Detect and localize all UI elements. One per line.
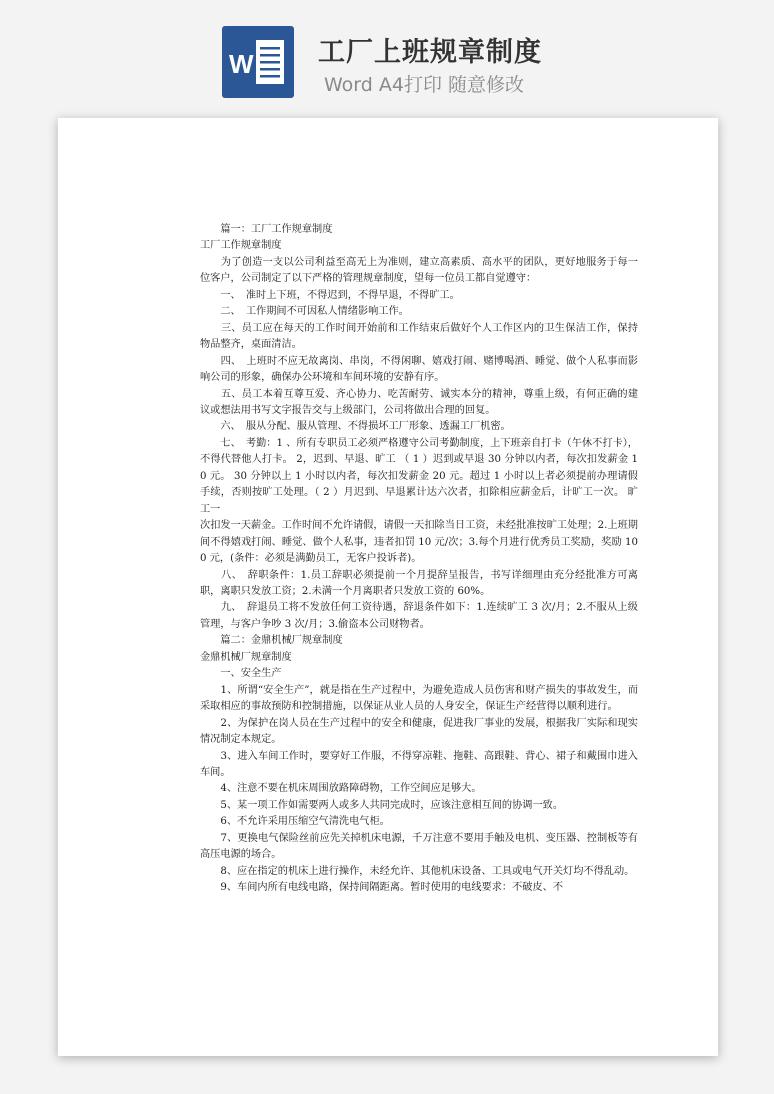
paragraph: 四、 上班时不应无故离岗、串岗，不得闲聊、嬉戏打闹、赌博喝酒、睡觉、做个人私事而影响公司的形象，确保办公环境和车间环境的安静有序。 bbox=[200, 355, 638, 384]
paragraph: 3、进入车间工作时，要穿好工作服，不得穿凉鞋、拖鞋、高跟鞋、背心、裙子和戴围巾进入车间。 bbox=[200, 750, 638, 778]
header bbox=[0, 0, 774, 110]
paragraph: 6、不允许采用压缩空气清洗电气柜。 bbox=[200, 816, 390, 828]
paragraph: 1、所谓“安全生产”，就是指在生产过程中，为避免造成人员伤害和财产损失的事故发生，而采取相应的事故预防和控制措施，以保证从业人员的人身安全，保证生产经营得以顺利进行。 bbox=[200, 684, 638, 713]
paragraph: 三、员工应在每天的工作时间开始前和工作结束后做好个人工作区内的卫生保洁工作，保持物品整齐，桌面清洁。 bbox=[200, 322, 638, 351]
paragraph: 五、员工本着互尊互爱、齐心协力、吃苦耐劳、诚实本分的精神，尊重上级，有何正确的建议或想法用书写文字报告交与上级部门，公司将做出合理的回复。 bbox=[200, 388, 638, 416]
paragraph: 2、为保护在岗人员在生产过程中的安全和健康，促进我厂事业的发展，根据我厂实际和现实情况制定本规定。 bbox=[200, 717, 638, 746]
document-body bbox=[200, 222, 638, 897]
page-subtitle: Word A4打印 随意修改 bbox=[324, 74, 525, 96]
paragraph: 八、 辞职条件：1.员工辞职必须提前一个月提辞呈报告，书写详细理由充分经批准方可离职，离职只发放工资；2.未满一个月离职者只发放工资的 60%。 bbox=[200, 569, 638, 597]
svg-text:W: W bbox=[229, 49, 254, 79]
paragraph: 5、某一项工作如需要两人或多人共同完成时，应该注意相互间的协调一致。 bbox=[200, 799, 564, 811]
paragraph: 为了创造一支以公司利益至高无上为准则，建立高素质、高水平的团队，更好地服务于每一位客户，公司制定了以下严格的管理规章制度，望每一位员工都自觉遵守： bbox=[200, 256, 638, 285]
paragraph: 金鼎机械厂规章制度 bbox=[200, 651, 292, 663]
paragraph: 二、 工作期间不可因私人情绪影响工作。 bbox=[200, 306, 409, 318]
paragraph: 次扣发一天薪金。工作时间不允许请假，请假一天扣除当日工资，未经批准按旷工处理；2.上班期间不得嬉戏打闹、睡觉、做个人私事，违者扣罚 10 元/次；3.每个月进行优秀员工奖励，奖励 100 元，(条件：必须是满勤员工，无客户投诉者)。 bbox=[200, 520, 638, 565]
paragraph: 七、 考勤：1 、所有专职员工必须严格遵守公司考勤制度，上下班亲自打卡（午休不打卡），不得代替他人打卡。 2，迟到、早退、旷工 （ 1 ）迟到或早退 30 分钟以内者，每次扣发薪金 10 元。 30 分钟以上 1 小时以内者，每次扣发薪金 20 元。超过 1 小时以上者必须提前办理请假手续，否则按旷工处理。（ 2 ）月迟到、早退累计达六次者，扣除相应薪金后，计旷工一次。 旷工一 bbox=[200, 437, 638, 515]
paragraph: 六、 服从分配、服从管理、不得损坏工厂形象、透漏工厂机密。 bbox=[200, 421, 511, 433]
word-document-icon bbox=[222, 26, 294, 98]
document-page bbox=[58, 118, 718, 1056]
paragraph: 7、更换电气保险丝前应先关掉机床电源，千万注意不要用手触及电机、变压器、控制板等有高压电源的场合。 bbox=[200, 832, 638, 861]
paragraph: 篇一：工厂工作规章制度 bbox=[200, 224, 333, 235]
page-title: 工厂上班规章制度 bbox=[318, 37, 542, 68]
paragraph: 九、 辞退员工将不发放任何工资待遇，辞退条件如下：1.连续旷工 3 次/月；2.不服从上级管理，与客户争吵 3 次/月；3.偷盗本公司财物者。 bbox=[200, 602, 638, 630]
paragraph: 8、应在指定的机床上进行操作，未经允许、其他机床设备、工具或电气开关灯均不得乱动。 bbox=[200, 865, 635, 877]
paragraph: 9、车间内所有电线电路，保持间隔距离。暂时使用的电线要求：不破皮、不 bbox=[200, 882, 564, 894]
paragraph: 一、 准时上下班，不得迟到，不得早退，不得旷工。 bbox=[200, 289, 460, 301]
paragraph: 一、安全生产 bbox=[200, 668, 282, 680]
paragraph: 篇二：金鼎机械厂规章制度 bbox=[200, 635, 343, 647]
paragraph: 4、注意不要在机床周围放路障碍物，工作空间应足够大。 bbox=[200, 783, 482, 795]
paragraph: 工厂工作规章制度 bbox=[200, 240, 282, 252]
